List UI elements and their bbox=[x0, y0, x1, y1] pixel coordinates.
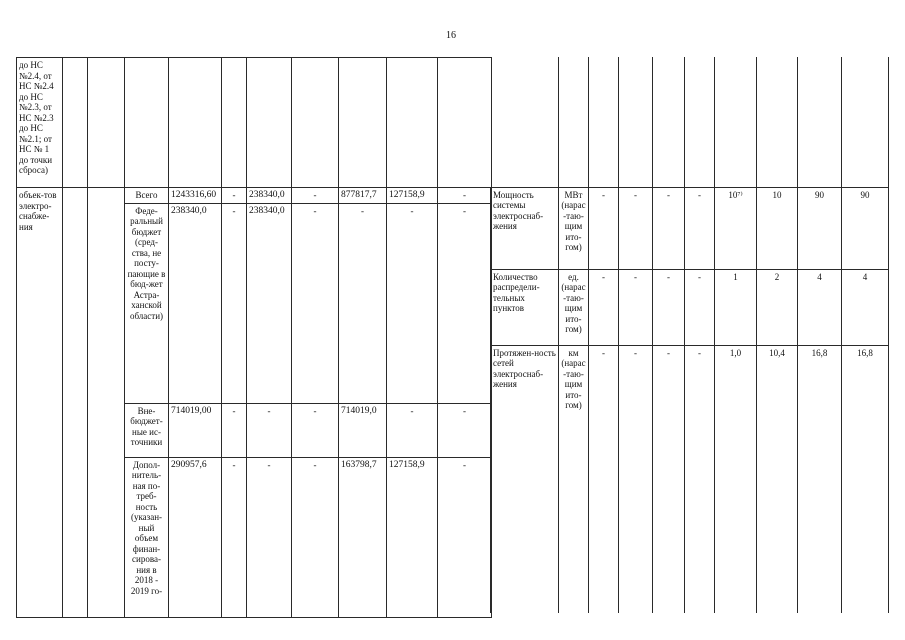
page-number: 16 bbox=[446, 30, 456, 41]
value-cell: 290957,6 bbox=[169, 457, 222, 617]
value-cell: - bbox=[387, 403, 438, 457]
value-cell: 238340,0 bbox=[247, 203, 292, 403]
table-row bbox=[491, 345, 889, 613]
value-cell: 127158,9 bbox=[387, 457, 438, 617]
value-cell: 877817,7 bbox=[339, 188, 387, 204]
value-cell: 16,8 bbox=[842, 345, 889, 613]
value-cell: - bbox=[292, 403, 339, 457]
value-cell: 238340,0 bbox=[169, 203, 222, 403]
value-cell: 714019,0 bbox=[339, 403, 387, 457]
table-row bbox=[491, 57, 889, 187]
value-cell: - bbox=[222, 457, 247, 617]
value-cell: - bbox=[222, 188, 247, 204]
value-cell: - bbox=[438, 203, 492, 403]
value-cell: 16,8 bbox=[798, 345, 842, 613]
value-cell: - bbox=[589, 269, 619, 345]
funding-table bbox=[16, 57, 492, 618]
value-cell: 4 bbox=[798, 269, 842, 345]
value-cell: - bbox=[247, 403, 292, 457]
object-name-cell: объек-тов электро-снабже-ния bbox=[17, 188, 63, 618]
value-cell: - bbox=[653, 269, 685, 345]
value-cell: 163798,7 bbox=[339, 457, 387, 617]
value-cell: - bbox=[438, 403, 492, 457]
table-row bbox=[491, 269, 889, 345]
source-cell: Всего bbox=[125, 188, 169, 204]
unit-cell: МВт (нарас-таю-щим ито-гом) bbox=[559, 187, 589, 269]
value-cell: - bbox=[685, 187, 715, 269]
indicator-cell: Мощность системы электроснаб-жения bbox=[491, 187, 559, 269]
source-cell: Вне-бюджет-ные ис-точники bbox=[125, 403, 169, 457]
value-cell: 10 bbox=[757, 187, 798, 269]
value-cell: - bbox=[222, 403, 247, 457]
value-cell: 127158,9 bbox=[387, 188, 438, 204]
value-cell: - bbox=[339, 203, 387, 403]
value-cell: 1243316,60 bbox=[169, 188, 222, 204]
value-cell: - bbox=[222, 203, 247, 403]
value-cell: - bbox=[653, 345, 685, 613]
source-cell: Допол-нитель-ная по-треб-ность (указан-ный объем финан-сирова-ния в 2018 - 2019 го- bbox=[125, 457, 169, 617]
value-cell: 2 bbox=[757, 269, 798, 345]
indicator-cell: Протяжен-ность сетей электроснаб-жения bbox=[491, 345, 559, 613]
value-cell: - bbox=[685, 345, 715, 613]
value-cell: - bbox=[619, 187, 653, 269]
value-cell: - bbox=[387, 203, 438, 403]
value-cell: 90 bbox=[842, 187, 889, 269]
source-cell: Феде-ральный бюджет (сред-ства, не посту-пающие в бюд-жет Астра-ханской области) bbox=[125, 203, 169, 403]
value-cell: 10,4 bbox=[757, 345, 798, 613]
value-cell: 238340,0 bbox=[247, 188, 292, 204]
value-cell: - bbox=[247, 457, 292, 617]
value-cell: 714019,00 bbox=[169, 403, 222, 457]
value-cell: - bbox=[292, 457, 339, 617]
value-cell: 10⁷⁾ bbox=[715, 187, 757, 269]
value-cell: - bbox=[438, 457, 492, 617]
value-cell: - bbox=[685, 269, 715, 345]
value-cell: 1,0 bbox=[715, 345, 757, 613]
table-row bbox=[17, 58, 492, 188]
unit-cell: ед. (нарас-таю-щим ито-гом) bbox=[559, 269, 589, 345]
unit-cell: км (нарас-таю-щим ито-гом) bbox=[559, 345, 589, 613]
value-cell: - bbox=[653, 187, 685, 269]
value-cell: 90 bbox=[798, 187, 842, 269]
value-cell: - bbox=[589, 345, 619, 613]
prev-object-cell: до НС №2.4, от НС №2.4 до НС №2.3, от НС №2.3 до НС №2.1; от НС № 1 до точки сброса) bbox=[17, 58, 63, 188]
indicator-cell: Количество распредели-тельных пунктов bbox=[491, 269, 559, 345]
table-row bbox=[491, 187, 889, 269]
value-cell: - bbox=[438, 188, 492, 204]
value-cell: - bbox=[292, 203, 339, 403]
value-cell: - bbox=[619, 345, 653, 613]
value-cell: - bbox=[589, 187, 619, 269]
indicator-table bbox=[490, 57, 889, 613]
value-cell: 4 bbox=[842, 269, 889, 345]
value-cell: - bbox=[292, 188, 339, 204]
value-cell: 1 bbox=[715, 269, 757, 345]
value-cell: - bbox=[619, 269, 653, 345]
table-row bbox=[17, 188, 492, 204]
